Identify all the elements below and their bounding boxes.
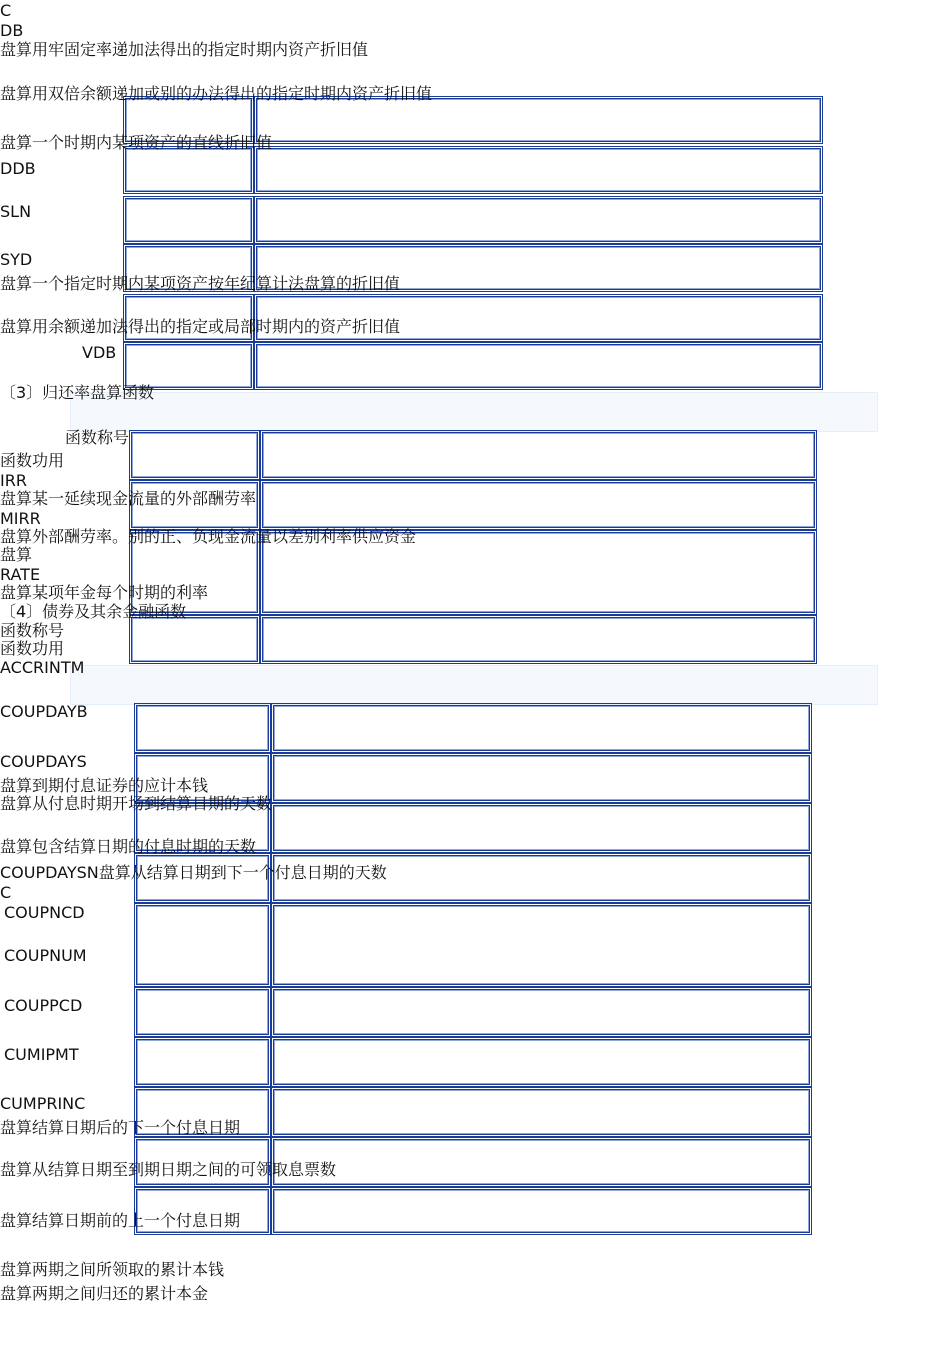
table-cell xyxy=(271,703,812,753)
function-description: 盘算某项年金每个时期的利率 xyxy=(0,583,209,602)
table-cell xyxy=(134,903,271,987)
table-cell xyxy=(271,1087,812,1137)
function-description: 盘算外部酬劳率。别的正、负现金流量以差别利率供应资金 xyxy=(0,527,417,546)
table-cell xyxy=(134,703,271,753)
function-description: 盘算用双倍余额递加或别的办法得出的指定时期内资产折旧值 xyxy=(0,84,433,103)
function-name: COUPPCD xyxy=(4,996,83,1015)
column-header-name: 函数称号 xyxy=(0,621,65,640)
table-cell xyxy=(271,903,812,987)
function-name: SLN xyxy=(0,202,32,221)
function-name: COUPNUM xyxy=(4,946,87,965)
section-heading: 〔4〕债券及其余金融函数 xyxy=(0,602,187,621)
function-description: 盘算某一延续现金流量的外部酬劳率 xyxy=(0,489,257,508)
table-cell xyxy=(260,480,817,530)
table-cell xyxy=(271,803,812,853)
table-cell xyxy=(254,196,823,244)
table-cell xyxy=(123,196,254,244)
text-line: C xyxy=(0,883,12,902)
function-description: 盘算两期之间所领取的累计本钱 xyxy=(0,1260,225,1279)
function-name: CUMPRINC xyxy=(0,1094,86,1113)
function-description: 盘算包含结算日期的付息时期的天数 xyxy=(0,837,257,856)
function-description: 盘算一个指定时期内某项资产按年纪算计法盘算的折旧值 xyxy=(0,274,401,293)
column-header-function: 函数功用 xyxy=(0,639,65,658)
table-cell xyxy=(134,1037,271,1087)
table-cell xyxy=(254,146,823,194)
table-cell xyxy=(271,753,812,803)
table-cell xyxy=(271,987,812,1037)
function-name: ACCRINTM xyxy=(0,658,85,677)
table-cell xyxy=(129,615,260,664)
function-name: COUPNCD xyxy=(4,903,85,922)
function-name: IRR xyxy=(0,471,27,490)
table-cell xyxy=(123,146,254,194)
function-name: DB xyxy=(0,21,24,40)
function-name: COUPDAYS xyxy=(0,752,87,771)
function-description: 盘算一个时期内某项资产的直线折旧值 xyxy=(0,133,273,152)
function-name: CUMIPMT xyxy=(4,1045,79,1064)
table-cell xyxy=(254,96,823,144)
function-description: 盘算用余额递加法得出的指定或局部时期内的资产折旧值 xyxy=(0,317,401,336)
table-cell xyxy=(134,987,271,1037)
table-cell xyxy=(260,615,817,664)
text-line: C xyxy=(0,1,12,20)
function-description: 盘算用牢固定率递加法得出的指定时期内资产折旧值 xyxy=(0,40,369,59)
function-description: 盘算结算日期后的下一个付息日期 xyxy=(0,1118,241,1137)
function-name: SYD xyxy=(0,250,33,269)
function-name: DDB xyxy=(0,159,36,178)
function-name: MIRR xyxy=(0,509,41,528)
function-name: RATE xyxy=(0,565,41,584)
column-header-function: 函数功用 xyxy=(0,451,65,470)
function-description: 盘算 xyxy=(0,545,33,564)
table-cell xyxy=(271,1137,812,1187)
function-description: 盘算从付息时期开场到结算日期的天数 xyxy=(0,794,273,813)
function-name: COUPDAYB xyxy=(0,702,88,721)
table-cell xyxy=(260,430,817,480)
section-band xyxy=(70,392,878,432)
function-row: COUPDAYSN盘算从结算日期到下一个付息日期的天数 xyxy=(0,863,387,882)
column-header-name: 函数称号 xyxy=(65,428,130,447)
table-cell xyxy=(254,342,823,390)
function-name: VDB xyxy=(82,343,117,362)
function-description: 盘算两期之间归还的累计本金 xyxy=(0,1284,209,1303)
function-description: 盘算从结算日期至到期日期之间的可领取息票数 xyxy=(0,1160,337,1179)
function-description: 盘算到期付息证券的应计本钱 xyxy=(0,776,209,795)
table-cell xyxy=(271,1037,812,1087)
section-band xyxy=(70,665,878,705)
table-cell xyxy=(271,1187,812,1235)
table-cell xyxy=(129,430,260,480)
section-heading: 〔3〕归还率盘算函数 xyxy=(0,383,155,402)
function-description: 盘算结算日期前的上一个付息日期 xyxy=(0,1211,241,1230)
